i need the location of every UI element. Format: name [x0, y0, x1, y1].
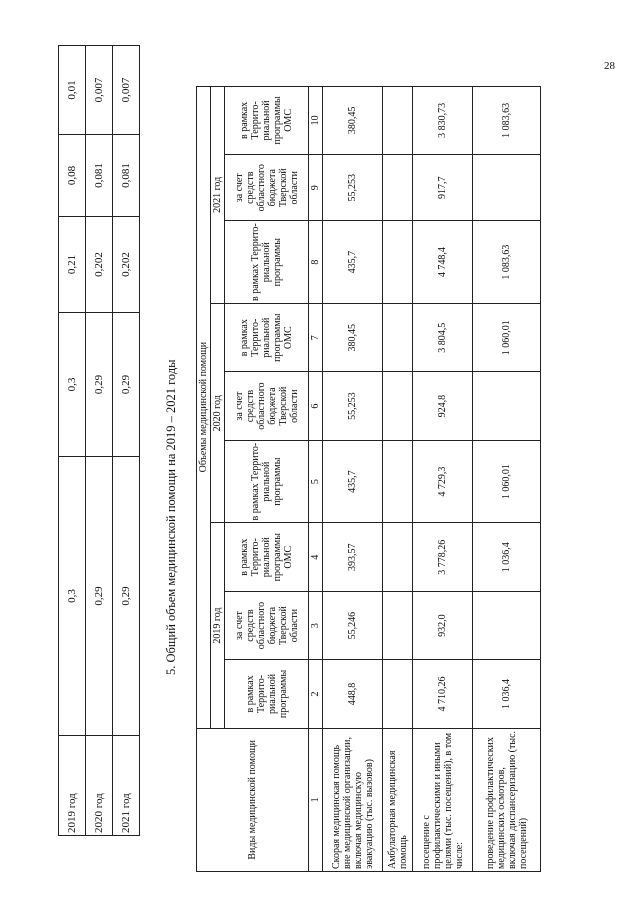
header-year-2021: 2021 год [211, 86, 225, 303]
column-number: 1 [309, 728, 323, 871]
column-number: 2 [309, 660, 323, 728]
value-cell: 448,8 [323, 660, 383, 728]
table-row [86, 46, 113, 836]
value-cell: 0,007 [113, 46, 140, 135]
column-number: 4 [309, 523, 323, 591]
value-cell: 4 710,26 [413, 660, 473, 728]
column-number: 5 [309, 440, 323, 523]
value-cell: 1 083,63 [473, 221, 541, 304]
value-cell: 380,45 [323, 304, 383, 372]
table-row [59, 46, 86, 836]
value-cell: 4 729,3 [413, 440, 473, 523]
value-cell [473, 155, 541, 221]
year-cell: 2021 год [113, 736, 140, 836]
subcol-header: в рамках Террито-риальной программы [225, 660, 309, 728]
value-cell: 3 804,5 [413, 304, 473, 372]
value-cell [383, 221, 413, 304]
row-label: посещение с профилактическими и иными целями (тыс. посещений), в том числе: [413, 728, 473, 871]
value-cell: 1 060,01 [473, 304, 541, 372]
column-number: 7 [309, 304, 323, 372]
row-label: проведение профилактических медицинских осмотров, включая диспансеризацию (тыс. посещений) [473, 728, 541, 871]
value-cell: 0,081 [86, 135, 113, 217]
column-number-row [309, 64, 323, 872]
value-cell: 0,3 [59, 457, 86, 736]
value-cell: 917,7 [413, 155, 473, 221]
value-cell: 0,29 [86, 313, 113, 457]
value-cell: 1 060,01 [473, 440, 541, 523]
value-cell: 0,08 [59, 135, 86, 217]
subcol-header: в рамках Террито-риальной программы [225, 221, 309, 304]
value-cell: 4 748,4 [413, 221, 473, 304]
value-cell: 3 830,73 [413, 86, 473, 155]
value-cell: 3 778,26 [413, 523, 473, 591]
value-cell: 1 083,63 [473, 86, 541, 155]
value-cell: 435,7 [323, 221, 383, 304]
value-cell [473, 372, 541, 440]
value-cell: 0,29 [113, 313, 140, 457]
header-year-2019: 2019 год [211, 523, 225, 728]
header-year-2020: 2020 год [211, 304, 225, 523]
value-cell: 0,21 [59, 217, 86, 313]
subcol-header: в рамках Террито-риальной программы ОМС [225, 304, 309, 372]
value-cell [383, 86, 413, 155]
value-cell: 0,3 [59, 313, 86, 457]
table-row [113, 46, 140, 836]
year-cell: 2020 год [86, 736, 113, 836]
column-number: 6 [309, 372, 323, 440]
subcol-header: в рамках Террито-риальной программы ОМС [225, 523, 309, 591]
value-cell: 435,7 [323, 440, 383, 523]
subcol-header: в рамках Террито-риальной программы [225, 440, 309, 523]
value-cell: 0,29 [86, 457, 113, 736]
value-cell: 932,0 [413, 591, 473, 659]
subcol-header: за счет средств областного бюджета Тверской области [225, 591, 309, 659]
value-cell [383, 591, 413, 659]
value-cell [383, 660, 413, 728]
table-row [323, 64, 383, 872]
table-row [473, 64, 541, 872]
subcol-header: в рамках Террито-риальной программы ОМС [225, 86, 309, 155]
value-cell: 0,29 [113, 457, 140, 736]
value-cell: 0,007 [86, 46, 113, 135]
medical-care-volume-table [196, 64, 541, 872]
value-cell: 380,45 [323, 86, 383, 155]
value-cell: 55,246 [323, 591, 383, 659]
value-cell: 55,253 [323, 372, 383, 440]
value-cell: 0,081 [113, 135, 140, 217]
header-row [197, 64, 211, 872]
column-number: 8 [309, 221, 323, 304]
column-number: 10 [309, 86, 323, 155]
table-row [383, 64, 413, 872]
column-number: 3 [309, 591, 323, 659]
continuation-table [58, 45, 140, 836]
value-cell: 0,202 [86, 217, 113, 313]
value-cell [383, 304, 413, 372]
value-cell: 924,8 [413, 372, 473, 440]
section-title: 5. Общий объем медицинской помощи на 2019 – 2021 годы [164, 359, 178, 675]
subcol-header: за счет средств областного бюджета Тверской области [225, 155, 309, 221]
subcol-header: за счет средств областного бюджета Тверской области [225, 372, 309, 440]
column-number: 9 [309, 155, 323, 221]
value-cell [383, 523, 413, 591]
header-care-types: Виды медицинской помощи [197, 728, 309, 871]
row-label: Амбулаторная медицинская помощь [383, 728, 413, 871]
value-cell: 1 036,4 [473, 660, 541, 728]
value-cell [383, 440, 413, 523]
value-cell: 55,253 [323, 155, 383, 221]
value-cell [383, 372, 413, 440]
value-cell: 1 036,4 [473, 523, 541, 591]
value-cell [473, 591, 541, 659]
year-cell: 2019 год [59, 736, 86, 836]
page-number: 28 [604, 60, 615, 72]
value-cell [383, 155, 413, 221]
value-cell: 0,202 [113, 217, 140, 313]
value-cell: 393,57 [323, 523, 383, 591]
value-cell: 0,01 [59, 46, 86, 135]
table-row [413, 64, 473, 872]
header-volumes: Объемы медицинской помощи [197, 86, 211, 728]
row-label: Скорая медицинская помощь вне медицинской организации, включая медицинскую эвакуацию (тыс. вызовов) [323, 728, 383, 871]
